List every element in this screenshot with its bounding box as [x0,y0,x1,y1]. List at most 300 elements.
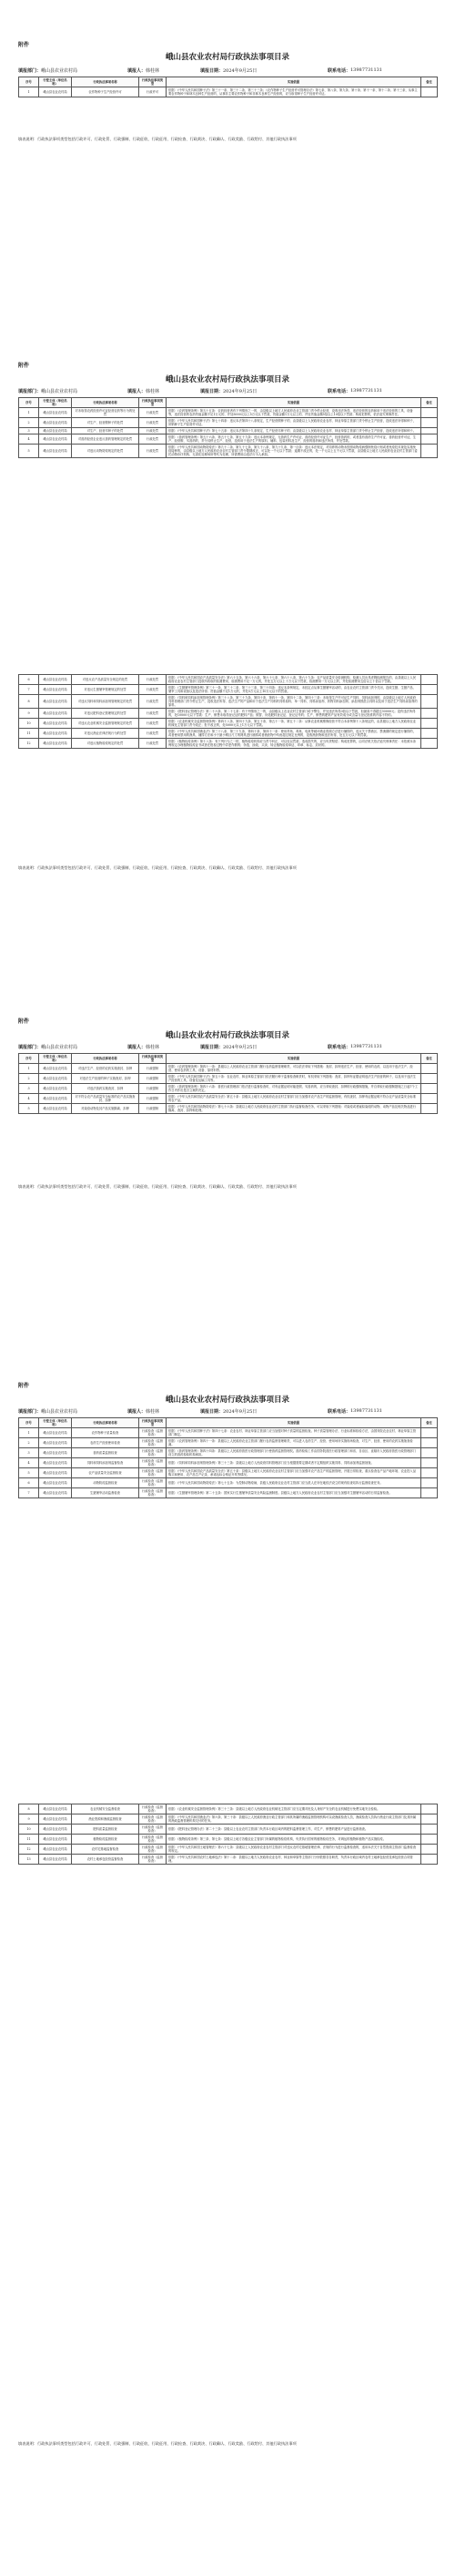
row-item-type: 行政处罚 [139,709,167,719]
row-basis: 依据：《植物检疫条例》第十八条：有下列行为之一的，植物检疫机构应当责令纠正，可以处以罚款；造成损失的，应当负责赔偿；构成犯罪的，由司法机关依法追究刑事责任：未依照本条例规定办理植物检疫证书或者在报检过程中弄虚作假的；伪造、涂改、买卖、转让植物检疫单证、印章、标志、封识的。 [167,739,421,749]
table-row [19,685,438,695]
row-dept: 峨山县农业农村局 [39,1084,72,1094]
phone-label: 联系电话： [328,1045,351,1050]
row-dept: 峨山县农业农村局 [39,1468,72,1478]
row-remark [421,685,438,695]
row-dept: 峨山县农业农村局 [39,1804,72,1814]
row-item-name: 对生产、经营假种子的处罚 [72,418,139,428]
date-label: 填报日期： [200,1409,224,1415]
fill-note: 填表说明：行政执法事项类型包括行政许可、行政处罚、行政强制、行政征收、行政征用、行政检查、行政裁决、行政确认、行政奖励、行政给付、其他行政执法事项 [18,865,297,870]
row-number: 9 [19,1814,39,1825]
row-item-name: 对违反动物防疫规定的处罚 [72,445,139,458]
table-header-row [19,1418,438,1428]
row-item-name: 农产品质量安全监督检查 [72,1468,139,1478]
row-remark [421,1825,438,1835]
table-row [19,418,438,428]
table-row [19,719,438,729]
row-basis: 依据：《饲料和饲料添加剂管理条例》第三十八条、第三十九条、第四十条、第四十一条、第四十二条、第四十三条：未取得生产许可证生产饲料、饲料添加剂的，由县级以上地方人民政府饲料管理部门责令停止生产，没收违法所得、违法生产的产品和用于违法生产饲料的饲料原料、单一饲料、饲料添加剂、药物饲料添加剂、添加剂预混合饲料以及用于违法生产饲料添加剂的原料。 [167,695,421,709]
row-item-name: 对违反农业机械安全监督管理规定的处罚 [72,719,139,729]
page-5 [0,1366,455,1749]
row-number: 6 [19,1478,39,1488]
row-number: 8 [19,695,39,709]
row-number: 2 [19,1438,39,1448]
row-remark [421,1074,438,1084]
row-remark [421,675,438,685]
row-dept: 峨山县农业农村局 [39,408,72,418]
dept-label: 填报部门： [18,1045,42,1050]
item-table [18,397,438,458]
row-basis: 依据：《中华人民共和国农产品质量安全法》第六十五条、第六十六条、第六十七条、第六十八条、第六十九条：农产品质量安全检测机构、检测人员出具虚假检测报告的，由县级以上人民政府农业农村主管部门没收所收取的检测费用，检测费用不足一万元的，并处五万元以上十万元以下罚款，检测费用一万元以上的，并处检测费用五倍以上十倍以下罚款。 [167,675,421,685]
row-basis: 依据：《生猪屠宰管理条例》第二十五条：国家实行生猪屠宰质量安全风险监测制度。县级以上地方人民政府农业农村主管部门应当加强对生猪屠宰活动的日常监督检查。 [167,1488,421,1498]
row-item-name: 对违反生猪屠宰管理规定的处罚 [72,685,139,695]
row-remark [421,729,438,739]
row-basis: 依据：《中华人民共和国渔业法》第六条、第三十条：县级以上人民政府渔业行政主管部门和其所属的渔政监督管理机构可以设渔政检查人员，渔政检查人员执行渔业行政主管部门及其所属的渔政监督管理机构交付的任务。 [167,1814,421,1825]
row-dept: 峨山县农业农村局 [39,739,72,749]
row-item-type: 行政处罚 [139,428,167,434]
row-dept: 峨山县农业农村局 [39,434,72,445]
row-dept: 峨山县农业农村局 [39,445,72,458]
row-basis: 依据：《植物检疫条例》第三条、第七条：县级以上地方各级农业主管部门所属的植物检疫机构，负责执行国家的植物检疫任务，对调运的植物和植物产品实施检疫。 [167,1835,421,1845]
page-6 [0,1749,455,2576]
table-row [19,1104,438,1114]
item-table [18,77,438,97]
row-item-name: 对违法生产经营的种子实施查封、扣押 [72,1074,139,1084]
row-basis: 依据：《农药管理条例》第四十一条：县级以上人民政府农业主管部门履行农药监督管理职责，可以进入农药生产、经营、使用场所实施现场检查，对生产、经营、使用的农药实施抽查检测。 [167,1438,421,1448]
row-item-name: 对违反渔业法律法规行为的处罚 [72,729,139,739]
row-dept: 峨山县农业农村局 [39,1825,72,1835]
row-remark [421,1814,438,1825]
phone-value: 13987731131 [350,388,382,394]
dept-label: 填报部门： [18,1409,42,1415]
row-number: 11 [19,729,39,739]
row-basis: 依据：《中华人民共和国种子法》第五十条：农业农村、林业草原主管部门依法履行种子监督检查职责时，有权采取下列措施：查封、扣押有证据证明违法生产经营的种子，以及用于违法生产经营的工具、设备及运输工具等。 [167,1074,421,1084]
table-header-cell: 行政执法事项名称 [72,398,139,408]
row-item-name: 对违反肥料登记管理规定的处罚 [72,709,139,719]
row-remark [421,1845,438,1855]
row-item-type: 行政检查（监督检查） [139,1458,167,1468]
table-row [19,1804,438,1814]
table-row [19,1438,438,1448]
row-item-name: 对违反农产品质量安全规定的处罚 [72,675,139,685]
row-number: 5 [19,1104,39,1114]
page-title: 峨山县农业农村局行政执法事项目录 [165,375,289,384]
row-remark [421,695,438,709]
row-number: 6 [19,675,39,685]
page-1 [0,0,455,346]
row-dept: 峨山县农业农村局 [39,1855,72,1865]
table-row [19,1478,438,1488]
table-header-cell: 行政执法事项名称 [72,77,139,87]
row-item-type: 行政处罚 [139,408,167,418]
person-label: 填报人： [127,1045,147,1050]
row-item-type: 行政处罚 [139,719,167,729]
row-basis: 依据：《中华人民共和国农产品质量安全法》第五十条：县级以上地方人民政府农业农村主管部门应当加强对农产品生产的监督管理，有权查封、扣押有证据证明不符合农产品质量安全标准的农产品。 [167,1094,421,1104]
row-item-name: 农作物种子质量检查 [72,1428,139,1438]
person-label: 填报人： [127,68,147,74]
person-value: 韩桂林 [146,1045,160,1050]
row-item-type: 行政处罚 [139,675,167,685]
table-row [19,434,438,445]
row-item-type: 行政检查（监督检查） [139,1825,167,1835]
fill-note: 填表说明：行政执法事项类型包括行政许可、行政处罚、行政强制、行政征收、行政征用、行政检查、行政裁决、行政确认、行政奖励、行政给付、其他行政执法事项 [18,137,297,141]
phone-label: 联系电话： [328,1409,351,1415]
table-row [19,1084,438,1094]
page-2 [0,346,455,619]
row-item-name: 对染疫动物及其产品实施隔离、扣押 [72,1104,139,1114]
row-item-name: 农作物种子生产经营许可 [72,87,139,97]
row-item-type: 行政检查（监督检查） [139,1845,167,1855]
table-row [19,1468,438,1478]
date-value: 2024年9月25日 [223,389,258,394]
table-header-row [19,1054,438,1064]
date-label: 填报日期： [200,1045,224,1050]
row-number: 5 [19,1468,39,1478]
row-item-name: 对违反饲料和饲料添加剂管理规定的处罚 [72,695,139,709]
row-dept: 峨山县农业农村局 [39,1478,72,1488]
row-item-name: 农村土地承包经营监督检查 [72,1855,139,1865]
page-title: 峨山县农业农村局行政执法事项目录 [165,1395,289,1405]
row-number: 3 [19,428,39,434]
annex-label: 附件 [18,363,30,369]
table-row [19,729,438,739]
row-remark [421,428,438,434]
row-basis: 依据：《中华人民共和国种子法》第七十四条：违反本法第四十八条规定，生产经营假种子的，由县级以上人民政府农业农村、林业草原主管部门责令停止生产经营，没收违法所得和种子，吊销种子生产经营许可证。 [167,418,421,428]
row-number: 3 [19,1448,39,1458]
row-item-type: 行政检查（监督检查） [139,1804,167,1814]
row-basis: 依据：《中华人民共和国种子法》第三十一条、第三十二条、第三十三条；《农作物种子生产经营许可管理办法》第七条、第八条、第九条、第十条、第十一条、第十二条、第十三条，从事主要农作物种子和林木良种生产经营的，从事非主要农作物种子和非林木良种生产经营的，应当取得种子生产经营许可证。 [167,87,421,97]
row-item-type: 行政强制 [139,1094,167,1104]
dept-value: 峨山县农业农村局 [41,1045,78,1050]
table-header-cell: 备注 [421,1418,438,1428]
table-row [19,695,438,709]
row-basis: 依据：《中华人民共和国动物防疫法》第七十五条：为控制动物疫病，县级人民政府农业农村主管部门应当派人在所在地依法设立的现有检查站执行监督检查任务。 [167,1478,421,1488]
row-item-name: 对生产、经营劣种子的处罚 [72,428,139,434]
row-dept: 峨山县农业农村局 [39,1438,72,1448]
row-number: 3 [19,1084,39,1094]
row-item-name: 对未取得农药经营许可证经营农药等行为的处罚 [72,408,139,418]
table-header-cell: 实施依据 [167,77,421,87]
table-row [19,675,438,685]
table-header-cell: 序号 [19,398,39,408]
row-basis: 依据：《兽药管理条例》第四十六条：兽医行政管理部门依法进行监督检查时，对有证据证明可能是假、劣兽药的，应当采取查封、扣押的行政强制措施，并自采取行政强制措施之日起7个工作日内作出是否立案的决定。 [167,1084,421,1094]
page-title: 峨山县农业农村局行政执法事项目录 [165,1031,289,1040]
phone-value: 13987731131 [350,1408,382,1414]
dept-value: 峨山县农业农村局 [41,68,78,74]
item-table [18,1053,438,1114]
row-dept: 峨山县农业农村局 [39,1074,72,1084]
table-row [19,1855,438,1865]
row-remark [421,1468,438,1478]
table-header-cell: 行使主体（单位名称） [39,1418,72,1428]
row-number: 12 [19,739,39,749]
row-basis: 依据：《中华人民共和国农产品质量安全法》第五十条：县级以上地方人民政府农业农村主管部门应当加强对农产品生产的监督管理，开展日常检查，重点检查农产品产地环境、农业投入品购买和使用、农产品生产记录、承诺达标合格证开具等情况。 [167,1468,421,1478]
table-row [19,1825,438,1835]
row-dept: 峨山县农业农村局 [39,418,72,428]
table-header-cell: 实施依据 [167,1418,421,1428]
page-4 [0,1002,455,1366]
row-item-name: 农村宅基地监督检查 [72,1845,139,1855]
row-basis: 依据：《兽药管理条例》第四十四条：县级以上人民政府兽医行政管理部门行使兽药监督管理权。兽药检验工作由国务院兽医行政管理部门和省、自治区、直辖市人民政府兽医行政管理部门设立的兽药检验机构承担。 [167,1448,421,1458]
table-row [19,1835,438,1845]
row-item-type: 行政处罚 [139,434,167,445]
row-number: 10 [19,1825,39,1835]
row-number: 1 [19,1428,39,1438]
fill-note: 填表说明：行政执法事项类型包括行政许可、行政处罚、行政强制、行政征收、行政征用、行政检查、行政裁决、行政确认、行政奖励、行政给付、其他行政执法事项 [18,2441,297,2446]
row-dept: 峨山县农业农村局 [39,1845,72,1855]
table-row [19,1428,438,1438]
row-remark [421,408,438,418]
person-value: 韩桂林 [146,68,160,74]
annex-label: 附件 [18,1018,30,1025]
table-header-cell: 行政执法事项名称 [72,1054,139,1064]
row-item-name: 对违法兽药实施查封、扣押 [72,1084,139,1094]
table-row [19,1458,438,1468]
table-header-cell: 行使主体（单位名称） [39,398,72,408]
row-basis: 依据：《中华人民共和国动物防疫法》第九十二条、第九十七条、第九十八条、第九十九条、第一百条：违反本法规定，对饲养的动物未按照动物疫病强制免疫计划或者免疫技术规范实施免疫接种的，由县级以上地方人民政府农业农村主管部门责令限期改正，可以处一千元以下罚款；逾期不改正的，处一千元以上五千元以下罚款，由县级以上地方人民政府农业农村主管部门委托动物诊疗机构、无害化处理场所等代为处理，所需费用由违法行为人承担。 [167,445,421,458]
dept-value: 峨山县农业农村局 [41,1409,78,1415]
row-dept: 峨山县农业农村局 [39,1428,72,1438]
date-value: 2024年9月25日 [223,1045,258,1050]
row-item-name: 动物防疫监督检查 [72,1478,139,1488]
dept-label: 填报部门： [18,68,42,74]
table-row [19,408,438,418]
person-value: 韩桂林 [146,389,160,394]
table-header-cell: 行使主体（单位名称） [39,1054,72,1064]
row-basis: 依据：《农药管理条例》第四十一条：县级以上人民政府农业主管部门履行农药监督管理职责，可以依法采取下列措施：查封、扣押违法生产、经营、使用的农药，以及用于违法生产、经营、使用农药的工具、设备、原材料等。 [167,1064,421,1074]
row-item-type: 行政处罚 [139,685,167,695]
row-item-type: 行政检查（监督检查） [139,1428,167,1438]
row-number: 10 [19,719,39,729]
phone-label: 联系电话： [328,389,351,394]
row-number: 11 [19,1835,39,1845]
annex-label: 附件 [18,1383,30,1389]
row-remark [421,739,438,749]
row-item-type: 行政强制 [139,1064,167,1074]
table-header-cell: 行政执法事项类型 [139,1054,167,1064]
row-item-name: 饲料和饲料添加剂监督检查 [72,1458,139,1468]
table-header-cell: 备注 [421,77,438,87]
phone-value: 13987731131 [350,1044,382,1049]
table-header-cell: 备注 [421,1054,438,1064]
table-row [19,1074,438,1084]
page-3 [0,619,455,1002]
row-number: 4 [19,434,39,445]
row-dept: 峨山县农业农村局 [39,1064,72,1074]
row-basis: 依据：《兽药管理条例》第五十六条、第五十七条、第五十九条：违反本条例规定，无兽药生产许可证、兽药经营许可证生产、经营兽药的，或者虽有兽药生产许可证、兽药经营许可证，生产、经营假、劣兽药的，责令其停止生产、经营，没收用于违法生产的原料、辅料、包装材料及生产、经营的兽药和违法所得，并处罚款。 [167,434,421,445]
row-item-type: 行政检查（监督检查） [139,1855,167,1865]
row-dept: 峨山县农业农村局 [39,1835,72,1845]
table-row [19,1845,438,1855]
row-basis: 依据：《肥料登记管理办法》第二十三条：县级以上农业农村主管部门负责本行政区域内的肥料监督管理工作，对生产、销售的肥料产品进行监督抽查。 [167,1825,421,1835]
table-row [19,1064,438,1074]
row-remark [421,434,438,445]
row-remark [421,1438,438,1448]
row-remark [421,1094,438,1104]
row-dept: 峨山县农业农村局 [39,695,72,709]
table-header-cell: 行政执法事项类型 [139,398,167,408]
row-item-type: 行政强制 [139,1084,167,1094]
table-header-cell: 序号 [19,1054,39,1064]
row-remark [421,1428,438,1438]
row-number: 1 [19,87,39,97]
row-number: 2 [19,418,39,428]
row-item-type: 行政检查（监督检查） [139,1835,167,1845]
row-basis: 依据：《肥料登记管理办法》第二十六条、第二十七条：有下列情形之一的，由县级以上农业农村主管部门给予警告，并处违法所得3倍以下罚款，但最高不得超过30000元；没有违法所得的，处10000元以下罚款：生产、销售未取得登记证的肥料产品；假冒、伪造肥料登记证、登记证号的；生产、销售的肥料产品有效成分或含量与登记批准的内容不符的。 [167,709,421,719]
table-row [19,445,438,458]
row-dept: 峨山县农业农村局 [39,719,72,729]
dept-label: 填报部门： [18,389,42,394]
table-header-cell: 序号 [19,1418,39,1428]
row-item-name: 肥料质量监督检查 [72,1825,139,1835]
row-basis: 依据：《中华人民共和国农村土地承包法》第十二条：县级以上地方人民政府农业农村、林业和草原等主管部门分别依照各自职责，负责本行政区域内农村土地承包经营及承包经营合同管理。 [167,1855,421,1865]
row-basis: 依据：《农业机械安全监督管理条例》第三十三条：县级以上地方人民政府农业机械化主管部门应当定期对危及人身财产安全的农业机械进行免费实地安全检验。 [167,1804,421,1814]
table-row [19,1814,438,1825]
table-row [19,87,438,97]
row-item-name: 对违反植物检疫规定的处罚 [72,739,139,749]
row-remark [421,1458,438,1468]
annex-label: 附件 [18,42,30,48]
row-dept: 峨山县农业农村局 [39,428,72,434]
row-number: 8 [19,1804,39,1814]
row-basis: 依据：《生猪屠宰管理条例》第三十一条、第三十二条、第三十三条、第三十四条：违反本条例规定，未经定点从事生猪屠宰活动的，由农业农村主管部门责令关闭，没收生猪、生猪产品、屠宰工具和设备以及违法所得；货值金额不足1万元的，并处5万元以上10万元以下的罚款。 [167,685,421,695]
row-item-name: 农药生产经营使用检查 [72,1438,139,1448]
row-remark [421,1104,438,1114]
person-label: 填报人： [127,389,147,394]
table-header-cell: 实施依据 [167,398,421,408]
date-label: 填报日期： [200,68,224,74]
row-remark [421,1835,438,1845]
dept-value: 峨山县农业农村局 [41,389,78,394]
row-item-type: 行政许可 [139,87,167,97]
table-header-cell: 实施依据 [167,1054,421,1064]
row-number: 2 [19,1074,39,1084]
row-dept: 峨山县农业农村局 [39,1448,72,1458]
table-row [19,1488,438,1498]
row-item-type: 行政处罚 [139,695,167,709]
table-header-cell: 备注 [421,398,438,408]
row-basis: 依据：《中华人民共和国种子法》第四十七条：农业农村、林业草原主管部门应当加强对种子质量的监督检查。种子质量管理办法、行业标准和检验方法，由国务院农业农村、林业草原主管部门制定。 [167,1428,421,1438]
row-number: 7 [19,1488,39,1498]
date-value: 2024年9月25日 [223,1409,258,1415]
row-number: 1 [19,408,39,418]
phone-label: 联系电话： [328,68,351,74]
row-dept: 峨山县农业农村局 [39,1814,72,1825]
table-row [19,709,438,719]
table-header-cell: 序号 [19,77,39,87]
table-header-cell: 行政执法事项类型 [139,1418,167,1428]
table-header-cell: 行使主体（单位名称） [39,77,72,87]
row-item-name: 对不符合农产品质量安全标准的农产品实施查封、扣押 [72,1094,139,1104]
row-number: 5 [19,445,39,458]
item-table [18,674,438,749]
row-remark [421,1064,438,1074]
row-basis: 依据：《中华人民共和国土地管理法》第六十七条：县级以上人民政府农业农村主管部门对违反农村宅基地管理法律、法规的行为进行监督检查的，适用本法关于自然资源主管部门监督检查的规定。 [167,1845,421,1855]
row-item-name: 渔业资源和渔政监督检查 [72,1814,139,1825]
row-item-name: 对违法生产、经营的农药实施查封、扣押 [72,1064,139,1074]
row-basis: 依据：《农业机械安全监督管理条例》第四十八条、第四十九条、第五十条、第五十一条、第五十二条：从事农业机械维修经营不符合本条例第十八条规定的，由县级以上地方人民政府农业机械化主管部门责令改正；拒不改正的，处5000元以上1万元以下罚款。 [167,719,421,729]
row-item-type: 行政处罚 [139,418,167,428]
row-remark [421,1478,438,1488]
row-dept: 峨山县农业农村局 [39,1488,72,1498]
row-basis: 依据：《中华人民共和国渔业法》第三十八条、第三十九条、第四十条、第四十一条：使用炸鱼、毒鱼、电鱼等破坏渔业资源方法进行捕捞的，违反关于禁渔区、禁渔期的规定进行捕捞的，或者使用禁用的渔具、捕捞方法和小于最小网目尺寸的网具进行捕捞或者渔获物中幼鱼超过规定比例的，没收渔获物和违法所得，处五万元以下的罚款。 [167,729,421,739]
row-item-type: 行政检查（监督检查） [139,1488,167,1498]
table-header-row [19,398,438,408]
phone-value: 13987731131 [350,67,382,73]
row-number: 7 [19,685,39,695]
row-remark [421,1804,438,1814]
row-number: 13 [19,1855,39,1865]
row-remark [421,709,438,719]
row-item-type: 行政强制 [139,1074,167,1084]
row-item-name: 兽药质量监督检查 [72,1448,139,1458]
row-number: 9 [19,709,39,719]
row-dept: 峨山县农业农村局 [39,1104,72,1114]
row-item-type: 行政处罚 [139,729,167,739]
row-basis: 依据：《中华人民共和国种子法》第七十五条：违反本法第四十九条规定，生产经营劣种子的，由县级以上人民政府农业农村、林业草原主管部门责令停止生产经营，没收违法所得和种子。 [167,428,421,434]
row-remark [421,1855,438,1865]
row-remark [421,1488,438,1498]
table-header-row [19,77,438,87]
table-row [19,1094,438,1104]
row-basis: 依据：《饲料和饲料添加剂管理条例》第三十三条：县级以上地方人民政府饲料管理部门应当根据需要定期或者不定期组织实施饲料、饲料添加剂监督抽查。 [167,1458,421,1468]
row-dept: 峨山县农业农村局 [39,675,72,685]
row-number: 4 [19,1458,39,1468]
row-item-type: 行政检查（监督检查） [139,1814,167,1825]
fill-note: 填表说明：行政执法事项类型包括行政许可、行政处罚、行政强制、行政征收、行政征用、行政检查、行政裁决、行政确认、行政奖励、行政给付、其他行政执法事项 [18,1184,297,1189]
table-row [19,428,438,434]
row-dept: 峨山县农业农村局 [39,1094,72,1104]
row-item-name: 生猪屠宰活动监督检查 [72,1488,139,1498]
item-table [18,1804,438,1865]
row-item-type: 行政检查（监督检查） [139,1478,167,1488]
row-dept: 峨山县农业农村局 [39,1458,72,1468]
table-header-cell: 行政执法事项名称 [72,1418,139,1428]
row-dept: 峨山县农业农村局 [39,729,72,739]
person-label: 填报人： [127,1409,147,1415]
date-label: 填报日期： [200,389,224,394]
row-remark [421,87,438,97]
row-item-type: 行政检查（监督检查） [139,1468,167,1478]
row-number: 12 [19,1845,39,1855]
row-basis: 依据：《农药管理条例》第五十五条：农药经营者有下列情形之一的，由县级以上地方人民政府农业主管部门责令停止经营，没收违法所得、违法经营的农药和用于违法经营的工具、设备等，违法经营的农药货值金额不足1万元的，并处5000元以上5万元以下罚款，货值金额1万元以上的，并处货值金额5倍以上10倍以下罚款；构成犯罪的，依法追究刑事责任。 [167,408,421,418]
row-remark [421,418,438,428]
row-item-type: 行政处罚 [139,445,167,458]
table-row [19,739,438,749]
row-dept: 峨山县农业农村局 [39,685,72,695]
row-item-name: 对兽药经营企业违反兽药管理规定的处罚 [72,434,139,445]
date-value: 2024年9月25日 [223,68,258,74]
row-basis: 依据：《中华人民共和国动物防疫法》第七十六条：县级以上地方人民政府农业农村主管部门执行监督检查任务，可以采取下列措施：对染疫或者疑似染疫的动物、动物产品及相关物品进行隔离、查封、扣押和处理。 [167,1104,421,1114]
page-title: 峨山县农业农村局行政执法事项目录 [165,53,289,62]
row-item-name: 植物检疫监督检查 [72,1835,139,1845]
row-remark [421,719,438,729]
table-row [19,1448,438,1458]
row-number: 4 [19,1094,39,1104]
row-remark [421,1448,438,1458]
row-remark [421,1084,438,1094]
person-value: 韩桂林 [146,1409,160,1415]
row-number: 1 [19,1064,39,1074]
row-remark [421,445,438,458]
item-table [18,1417,438,1498]
row-item-type: 行政处罚 [139,739,167,749]
row-item-type: 行政强制 [139,1104,167,1114]
row-item-type: 行政检查（监督检查） [139,1448,167,1458]
row-item-type: 行政检查（监督检查） [139,1438,167,1448]
row-dept: 峨山县农业农村局 [39,709,72,719]
row-item-name: 农业机械安全监督检查 [72,1804,139,1814]
row-dept: 峨山县农业农村局 [39,87,72,97]
